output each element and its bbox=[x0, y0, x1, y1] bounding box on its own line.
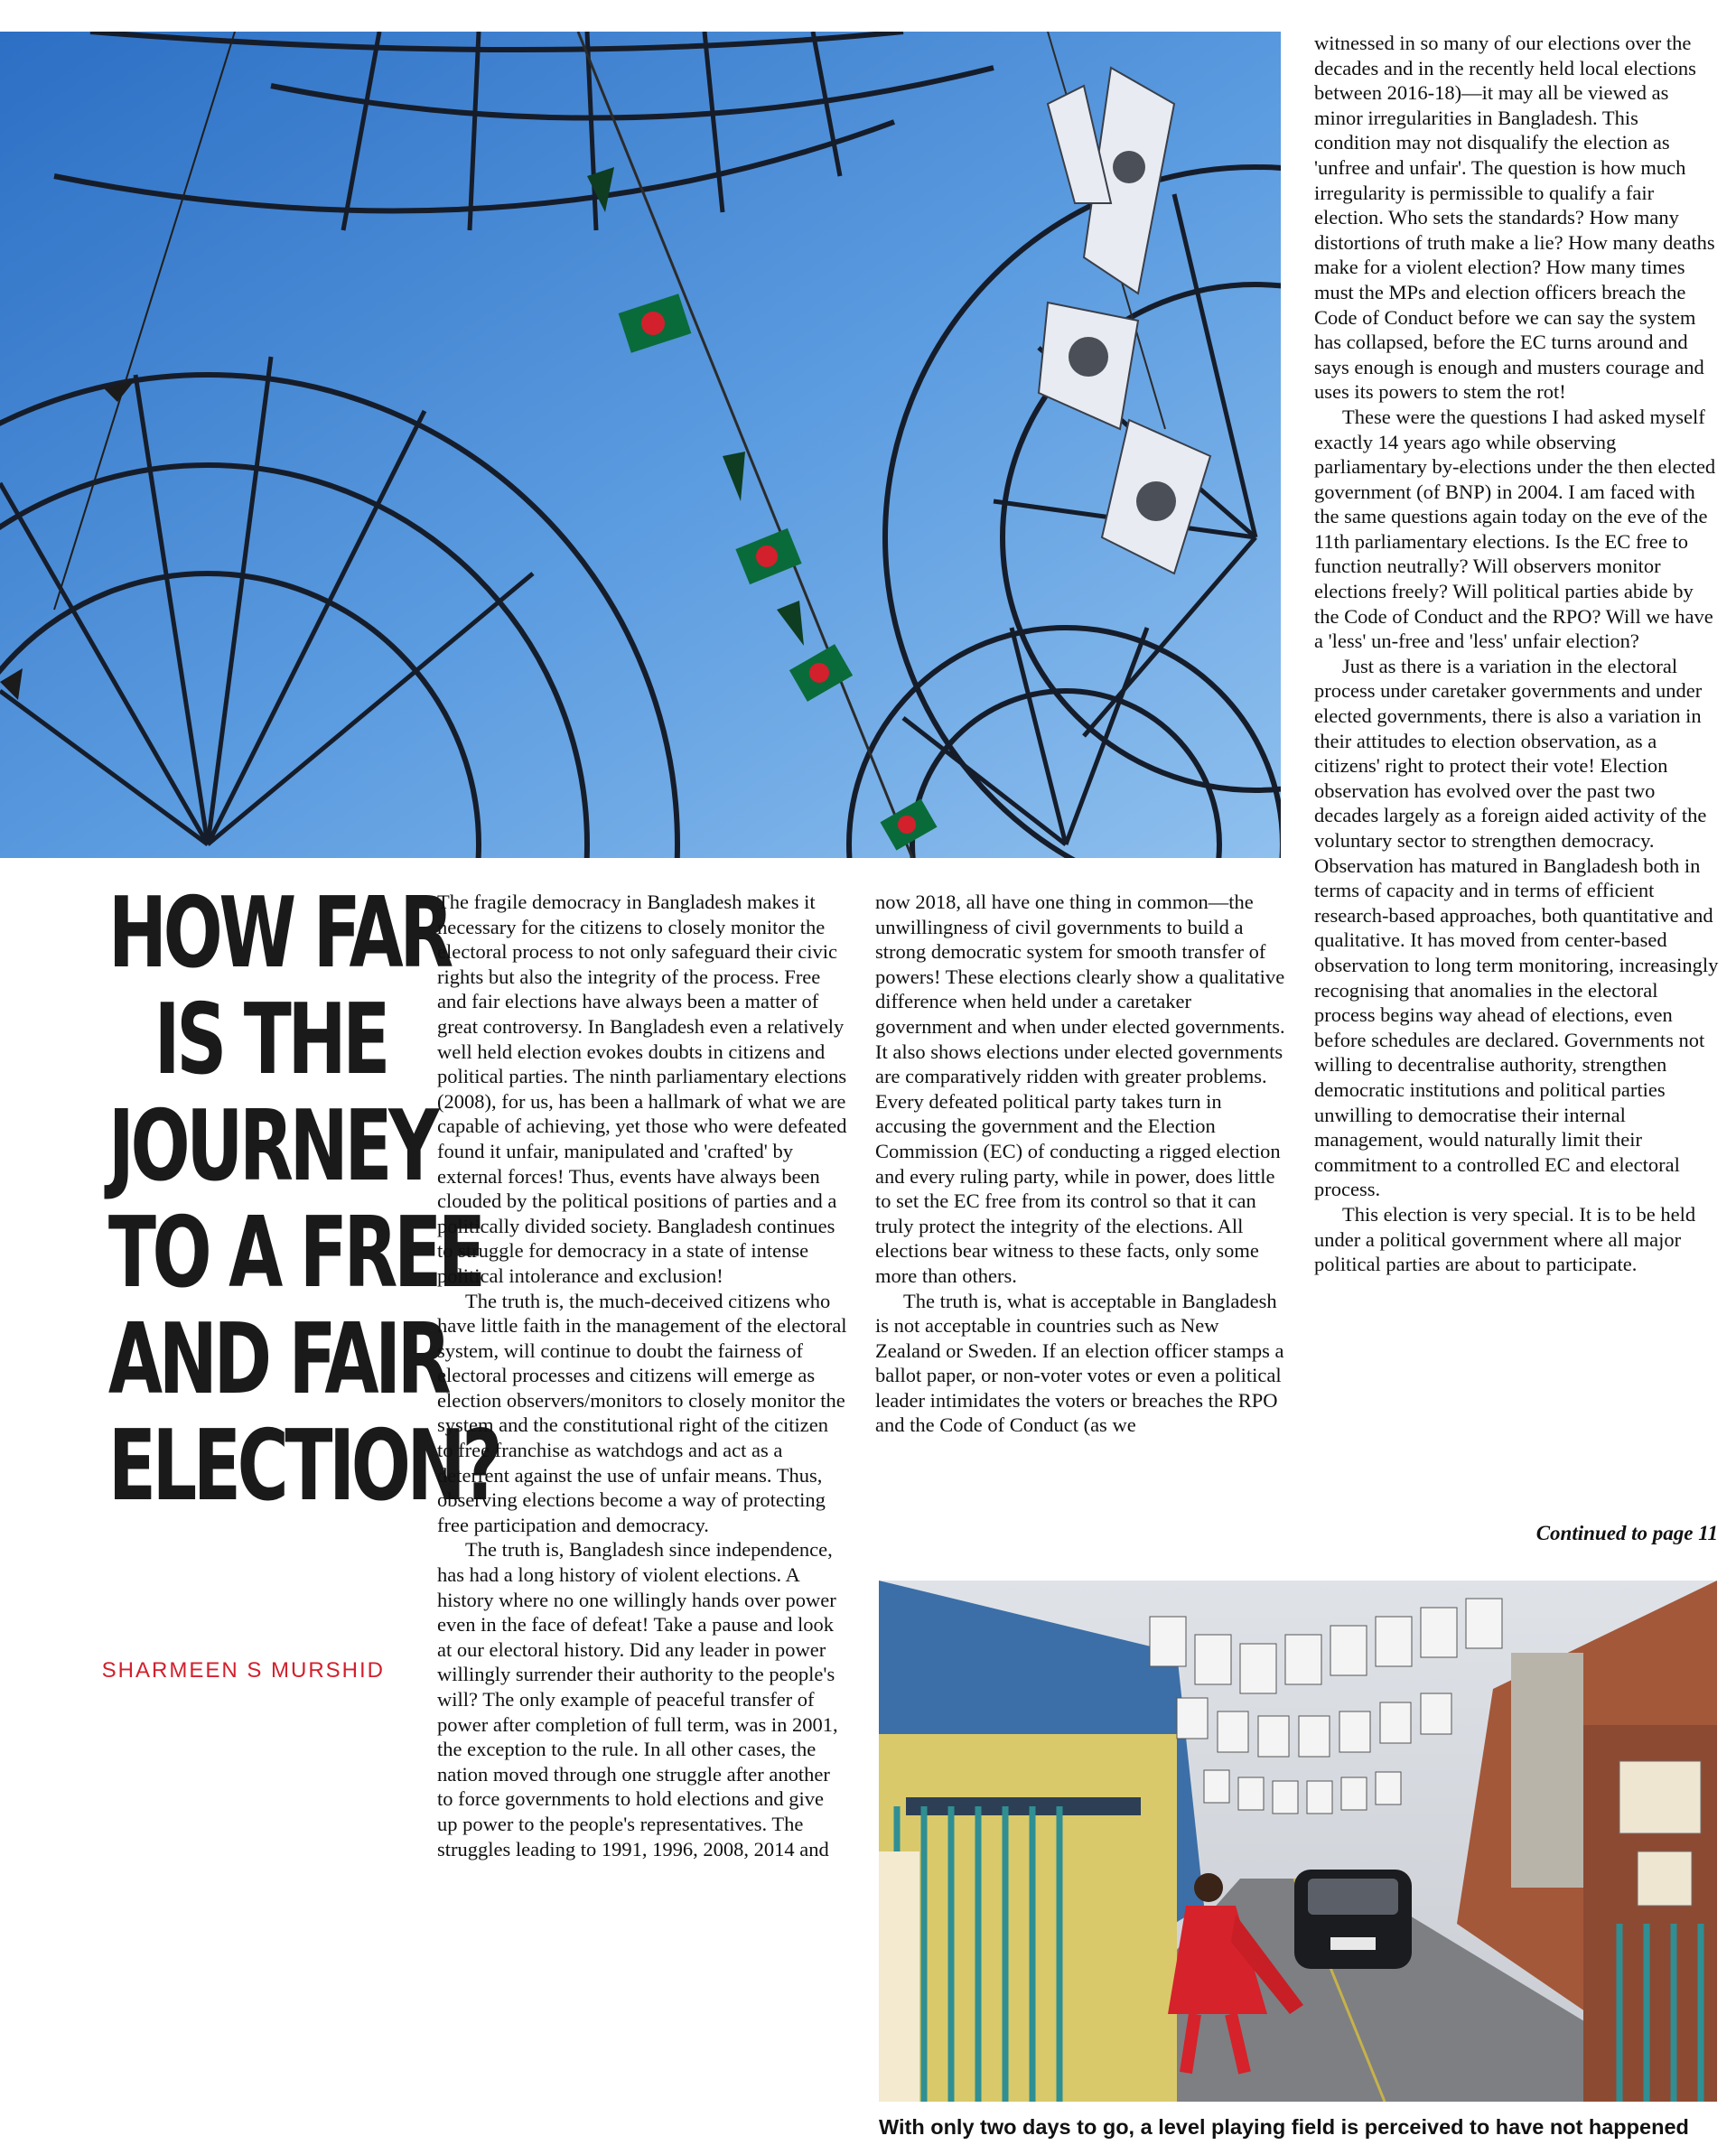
hero-photo bbox=[0, 32, 1281, 858]
article-column-2 bbox=[875, 890, 1286, 1438]
headline bbox=[107, 877, 499, 1523]
headline-line: HOW FAR bbox=[107, 877, 450, 990]
paragraph: Just as there is a variation in the electoral process under caretaker governments and under elected governments, there is also a variation in their attitudes to election observation, as a citizens' right to protect their vote! Election observation has evolved over the past two decades largely as a foreign aided activity of the voluntary sector to strengthen democracy. Observation has matured in Bangladesh both in terms of capacity and in terms of efficient research-based approaches, both quantitative and qualitative. It has moved from center-based observation to long term monitoring, increasingly recognising that anomalies in the electoral process begins way ahead of elections, even before schedules are declared. Governments not willing to decentralise authority, strengthen democratic institutions and political parties unwilling to democratise their internal management, would naturally limit their commitment to a controlled EC and electoral process. bbox=[1314, 654, 1719, 1201]
byline: SHARMEEN S MURSHID bbox=[101, 1658, 385, 1683]
headline-line: JOURNEY bbox=[107, 1090, 436, 1203]
headline-line: ELECTION? bbox=[107, 1410, 499, 1523]
headline-line: AND FAIR bbox=[107, 1303, 448, 1416]
headline-line: IS THE bbox=[154, 984, 387, 1096]
photo-caption: With only two days to go, a level playing field is perceived to have not happened bbox=[879, 2115, 1689, 2139]
paragraph: witnessed in so many of our elections over the decades and in the recently held local elections between 2016-18)—it may all be viewed as minor irregularities in Bangladesh. This condition may not disqualify the election as 'unfree and unfair'. The question is how much irregularity is permissible to qualify a fair election. Who sets the standards? How many distortions of truth make a lie? How many deaths make for a violent election? How many times must the MPs and election officers breach the Code of Conduct before we can say the system has collapsed, before the EC turns around and says enough is enough and musters courage and uses its powers to stem the rot! bbox=[1314, 32, 1715, 404]
article-column-1 bbox=[437, 890, 849, 1861]
street-photo bbox=[879, 1581, 1717, 2102]
paragraph: The fragile democracy in Bangladesh makes it necessary for the citizens to closely monitor the electoral process to not only safeguard their civic rights but also the integrity of the process. Free and fair elections have always been a matter of great controversy. In Bangladesh even a relatively well held election evokes doubts in citizens and political parties. The ninth parliamentary elections (2008), for us, has been a hallmark of what we are capable of achieving, yet those who were defeated found it unfair, manipulated and 'crafted' by external forces! Thus, events have always been clouded by the political positions of parties and a politically divided society. Bangladesh continues to struggle for democracy in a state of intense political intolerance and exclusion! bbox=[437, 891, 847, 1287]
paragraph: The truth is, Bangladesh since independence, has had a long history of violent elections. A history where no one willingly hands over power even in the face of defeat! Take a pause and look at our electoral history. Did any leader in power willingly surrender their authority to the people's will? The only example of peaceful transfer of power after completion of full term, was in 2001, the exception to the rule. In all other cases, the nation moved through one struggle after another to force governments to hold elections and give up power to the people's representatives. The struggles leading to 1991, 1996, 2008, 2014 and bbox=[437, 1538, 838, 1861]
paragraph: The truth is, the much-deceived citizens who have little faith in the management of the electoral system, will continue to doubt the fairness of electoral processes and citizens will emerge as election observers/monitors to closely monitor the system and the constitutional right of the citizen to free franchise as watchdogs and act as a deterrent against the use of unfair means. Thus, observing elections become a way of protecting free participation and democracy. bbox=[437, 1289, 847, 1536]
election-flags-and-sky-photo-icon bbox=[0, 32, 1281, 858]
headline-line: TO A FREE bbox=[107, 1197, 482, 1310]
paragraph: The truth is, what is acceptable in Bangladesh is not acceptable in countries such as New Zealand or Sweden. If an election officer stamps a ballot paper, or non-voter votes or even a political leader intimidates the voters or breaches the RPO and the Code of Conduct (as we bbox=[875, 1289, 1284, 1437]
continued-link[interactable]: Continued to page 11 bbox=[1535, 1522, 1718, 1544]
paragraph: These were the questions I had asked myself exactly 14 years ago while observing parliamentary by-elections under the then elected government (of BNP) in 2004. I am faced with the same questions again today on the eve of the 11th parliamentary elections. Is the EC free to function neutrally? Will observers monitor elections freely? Will political parties abide by the Code of Conduct and the RPO? Will we have a 'less' un-free and 'less' unfair election? bbox=[1314, 405, 1716, 653]
paragraph: This election is very special. It is to be held under a political government where all major political parties are about to participate. bbox=[1314, 1202, 1696, 1276]
article-column-3 bbox=[1314, 31, 1720, 1277]
street-with-election-posters-photo-icon bbox=[879, 1581, 1717, 2102]
paragraph: now 2018, all have one thing in common—the unwillingness of civil governments to build a strong democratic system for smooth transfer of powers! These elections clearly show a qualitative difference when held under a caretaker government and when under elected governments. It also shows elections under elected governments are comparatively ridden with greater problems. Every defeated political party takes turn in accusing the government and the Election Commission (EC) of conducting a rigged election and every ruling party, while in power, does little to set the EC free from its control so that it can truly protect the integrity of the elections. All elections bear witness to these facts, only some more than others. bbox=[875, 891, 1285, 1287]
